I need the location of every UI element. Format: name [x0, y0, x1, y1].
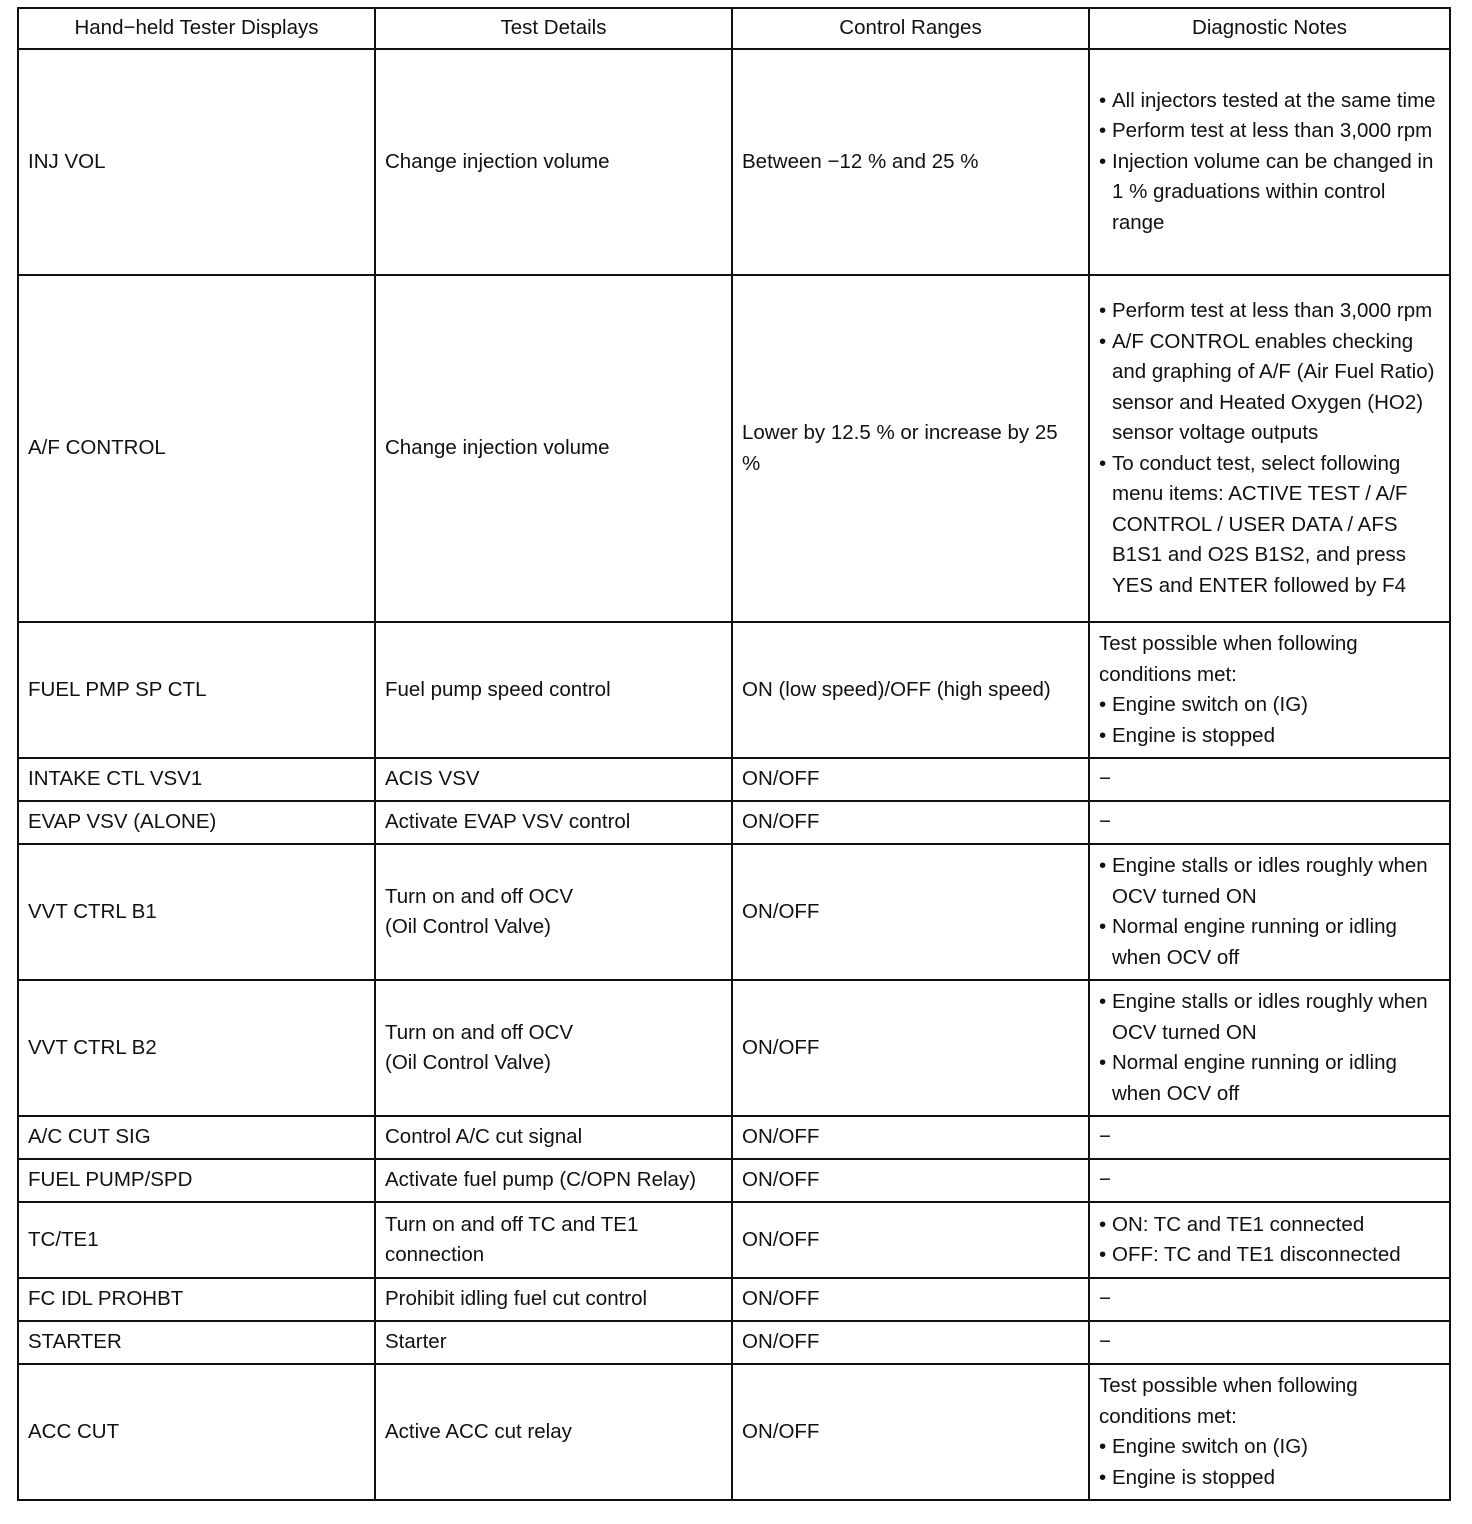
- note-item: • Normal engine running or idling when OCV off: [1099, 1048, 1440, 1109]
- test-details-line: Control A/C cut signal: [385, 1125, 583, 1149]
- note-item: • Engine stalls or idles roughly when OCV turned ON: [1099, 851, 1440, 912]
- test-details-cell: [375, 844, 732, 980]
- test-details-cell: [375, 1202, 732, 1278]
- test-details-line: Prohibit idling fuel cut control: [385, 1287, 648, 1311]
- tester-display-cell: ACC CUT: [18, 1364, 375, 1500]
- test-details-cell: [375, 1321, 732, 1364]
- tester-display-cell: A/C CUT SIG: [18, 1116, 375, 1159]
- tester-display-cell: A/F CONTROL: [18, 275, 375, 622]
- test-details-line: Change injection volume: [385, 436, 610, 460]
- diagnostic-notes-cell: −: [1089, 1321, 1450, 1364]
- test-details-line: Starter: [385, 1330, 447, 1354]
- header-control-ranges: Control Ranges: [732, 8, 1089, 49]
- note-item: • Engine stalls or idles roughly when OCV turned ON: [1099, 987, 1440, 1048]
- control-range-cell: Between −12 % and 25 %: [732, 49, 1089, 275]
- test-details-line: Change injection volume: [385, 149, 610, 173]
- notes-list: [1099, 987, 1440, 1109]
- note-item: • Engine is stopped: [1099, 721, 1440, 752]
- test-details-cell: [375, 1159, 732, 1202]
- table-row: [18, 1278, 1450, 1321]
- control-range-cell: ON/OFF: [732, 1159, 1089, 1202]
- note-item: • Engine is stopped: [1099, 1463, 1440, 1494]
- test-details-cell: [375, 801, 732, 844]
- test-details-line: (Oil Control Valve): [385, 1051, 551, 1074]
- diagnostic-notes-cell: [1089, 1202, 1450, 1278]
- note-item: • A/F CONTROL enables checking and graphing of A/F (Air Fuel Ratio) sensor and Heated Oxygen (HO2) sensor voltage outputs: [1099, 327, 1440, 449]
- test-details-line: Turn on and off OCV: [385, 884, 574, 908]
- header-test-details: Test Details: [375, 8, 732, 49]
- control-range-cell: ON/OFF: [732, 1278, 1089, 1321]
- table-row: [18, 275, 1450, 622]
- note-item: • Perform test at less than 3,000 rpm: [1099, 116, 1440, 147]
- tester-display-cell: FUEL PMP SP CTL: [18, 622, 375, 758]
- notes-list: [1099, 690, 1440, 751]
- test-details-cell: [375, 1278, 732, 1321]
- note-item: • Injection volume can be changed in 1 % graduations within control range: [1099, 147, 1440, 239]
- diagnostic-notes-cell: [1089, 980, 1450, 1116]
- control-range-cell: ON/OFF: [732, 758, 1089, 801]
- table-row: [18, 49, 1450, 275]
- diagnostic-notes-cell: [1089, 49, 1450, 275]
- table-body: [18, 49, 1450, 1500]
- diagnostic-notes-cell: [1089, 844, 1450, 980]
- notes-list: [1099, 1432, 1440, 1493]
- diagnostic-notes-cell: [1089, 275, 1450, 622]
- control-range-cell: ON/OFF: [732, 980, 1089, 1116]
- test-details-cell: [375, 1364, 732, 1500]
- notes-intro: Test possible when following conditions met:: [1099, 1374, 1358, 1428]
- note-item: • Normal engine running or idling when OCV off: [1099, 912, 1440, 973]
- notes-intro: Test possible when following conditions met:: [1099, 632, 1358, 686]
- diagnostic-notes-cell: [1089, 1364, 1450, 1500]
- tester-display-cell: TC/TE1: [18, 1202, 375, 1278]
- test-details-line: ACIS VSV: [385, 767, 480, 791]
- header-diagnostic-notes: Diagnostic Notes: [1089, 8, 1450, 49]
- test-details-cell: [375, 1116, 732, 1159]
- test-details-cell: [375, 622, 732, 758]
- test-details-cell: [375, 275, 732, 622]
- test-details-cell: [375, 758, 732, 801]
- control-range-cell: Lower by 12.5 % or increase by 25 %: [732, 275, 1089, 622]
- notes-list: [1099, 851, 1440, 973]
- test-details-line: (Oil Control Valve): [385, 915, 551, 938]
- tester-display-cell: INJ VOL: [18, 49, 375, 275]
- diagnostic-notes-cell: −: [1089, 1116, 1450, 1159]
- tester-display-cell: VVT CTRL B1: [18, 844, 375, 980]
- table-row: [18, 1116, 1450, 1159]
- tester-display-cell: EVAP VSV (ALONE): [18, 801, 375, 844]
- test-details-line: Active ACC cut relay: [385, 1419, 572, 1443]
- table-row: [18, 1202, 1450, 1278]
- note-item: • All injectors tested at the same time: [1099, 86, 1440, 117]
- diagnostic-notes-cell: −: [1089, 1278, 1450, 1321]
- control-range-cell: ON/OFF: [732, 1202, 1089, 1278]
- test-details-cell: [375, 980, 732, 1116]
- table-row: [18, 801, 1450, 844]
- test-details-line: Turn on and off OCV: [385, 1020, 574, 1044]
- control-range-cell: ON/OFF: [732, 1116, 1089, 1159]
- header-row: [18, 8, 1450, 49]
- control-range-cell: ON (low speed)/OFF (high speed): [732, 622, 1089, 758]
- note-item: • Engine switch on (IG): [1099, 1432, 1440, 1463]
- notes-list: [1099, 1210, 1440, 1271]
- header-tester-displays: Hand−held Tester Displays: [18, 8, 375, 49]
- test-details-line: Fuel pump speed control: [385, 677, 611, 701]
- table-row: [18, 844, 1450, 980]
- control-range-cell: ON/OFF: [732, 844, 1089, 980]
- diagnostic-notes-cell: −: [1089, 758, 1450, 801]
- note-item: • ON: TC and TE1 connected: [1099, 1210, 1440, 1241]
- tester-display-cell: INTAKE CTL VSV1: [18, 758, 375, 801]
- table-row: [18, 758, 1450, 801]
- diagnostic-notes-cell: −: [1089, 1159, 1450, 1202]
- test-details-cell: [375, 49, 732, 275]
- control-range-cell: ON/OFF: [732, 1364, 1089, 1500]
- diagnostic-notes-cell: −: [1089, 801, 1450, 844]
- note-item: • OFF: TC and TE1 disconnected: [1099, 1240, 1440, 1271]
- note-item: • To conduct test, select following menu items: ACTIVE TEST / A/F CONTROL / USER DATA / AFS B1S1 and O2S B1S2, and press YES and ENTER followed by F4: [1099, 449, 1440, 602]
- note-item: • Perform test at less than 3,000 rpm: [1099, 296, 1440, 327]
- table-row: [18, 1321, 1450, 1364]
- tester-display-cell: FC IDL PROHBT: [18, 1278, 375, 1321]
- diagnostic-notes-cell: [1089, 622, 1450, 758]
- test-details-line: Activate EVAP VSV control: [385, 810, 631, 834]
- table-row: [18, 980, 1450, 1116]
- note-item: • Engine switch on (IG): [1099, 690, 1440, 721]
- tester-display-cell: STARTER: [18, 1321, 375, 1364]
- tester-display-cell: FUEL PUMP/SPD: [18, 1159, 375, 1202]
- notes-list: [1099, 86, 1440, 239]
- test-details-line: Turn on and off TC and TE1 connection: [385, 1212, 639, 1266]
- test-details-line: Activate fuel pump (C/OPN Relay): [385, 1168, 697, 1192]
- control-range-cell: ON/OFF: [732, 1321, 1089, 1364]
- notes-list: [1099, 296, 1440, 601]
- table-row: [18, 1364, 1450, 1500]
- control-range-cell: ON/OFF: [732, 801, 1089, 844]
- active-test-table: [17, 7, 1451, 1501]
- table-header: [18, 8, 1450, 49]
- table-row: [18, 622, 1450, 758]
- tester-display-cell: VVT CTRL B2: [18, 980, 375, 1116]
- table-row: [18, 1159, 1450, 1202]
